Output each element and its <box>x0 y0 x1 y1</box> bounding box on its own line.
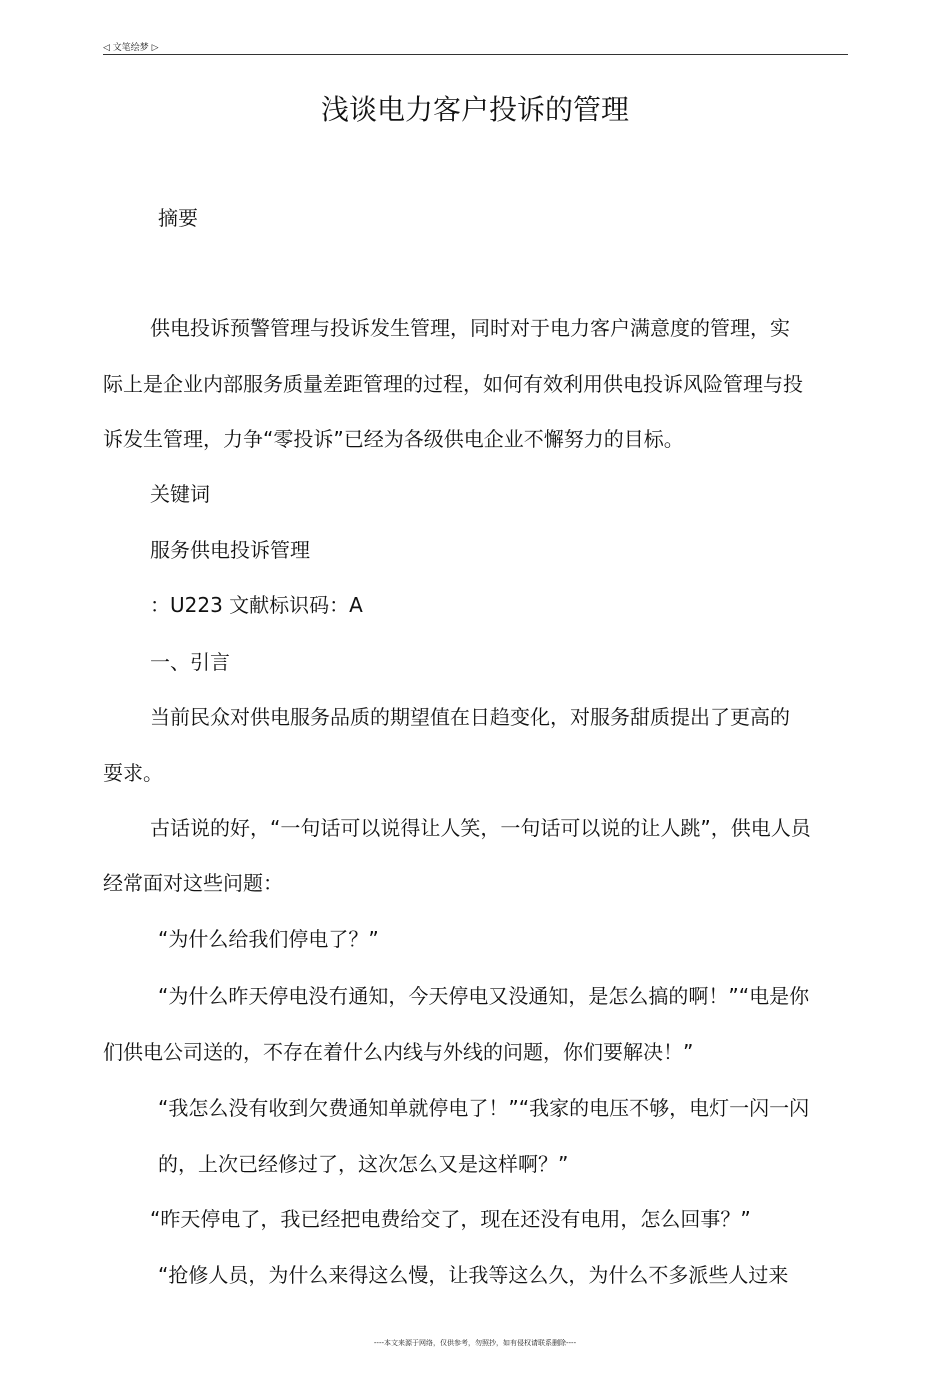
paragraph-line: 耍求。 <box>103 761 163 785</box>
footer-note: ----本文来源于网络，仅供参考，勿照抄，如有侵权请联系删除---- <box>373 1339 577 1347</box>
keywords-text: 服务供电投诉管理 <box>150 538 310 562</box>
classification-code: ：U223 文献标识码：A <box>150 593 363 617</box>
section-heading: 一、引言 <box>150 650 230 674</box>
header-label: ◁ 文笔绘梦 ▷ <box>103 43 159 53</box>
quote-line: “为什么给我们停电了？” <box>158 927 379 951</box>
quote-line: “抢修人员，为什么来得这么慢，让我等这么久，为什么不多派些人过来 <box>158 1263 789 1287</box>
paragraph-line: 诉发生管理，力争“零投诉”已经为各级供电企业不懈努力的目标。 <box>103 427 684 451</box>
paragraph-line: 古话说的好，“一句话可以说得让人笑，一句话可以说的让人跳”，供电人员 <box>150 816 811 840</box>
quote-line: 们供电公司送的，不存在着什么内线与外线的问题，你们要解决！” <box>103 1040 694 1064</box>
paragraph-line: 当前民众对供电服务品质的期望值在日趋变化，对服务甜质提出了更高的 <box>150 705 790 729</box>
header-rule <box>103 54 848 55</box>
quote-line: “为什么昨天停电没冇通知，今天停电又没通知，是怎么搞的啊！”“电是你 <box>158 984 810 1008</box>
paragraph-line: 供电投诉预警管理与投诉发生管理，同时对于电力客户满意度的管理，实 <box>150 316 790 340</box>
quote-line: “昨天停电了，我已经把电费给交了，现在还没有电用，怎么回事？” <box>150 1207 751 1231</box>
page-title: 浅谈电力客户投诉的管理 <box>320 93 629 126</box>
quote-line: “我怎么没有收到欠费通知单就停电了！”“我家的电压不够，电灯一闪一闪 <box>158 1096 810 1120</box>
paragraph-line: 际上是企业内部服务质量差距管理的过程，如何有效利用供电投诉风险管理与投 <box>103 372 803 396</box>
keywords-heading: 关键词 <box>150 482 210 506</box>
abstract-heading: 摘要 <box>158 206 198 230</box>
quote-line: 的，上次已经修过了，这次怎么又是这样啊？” <box>158 1152 569 1176</box>
paragraph-line: 经常面对这些问题： <box>103 871 283 895</box>
